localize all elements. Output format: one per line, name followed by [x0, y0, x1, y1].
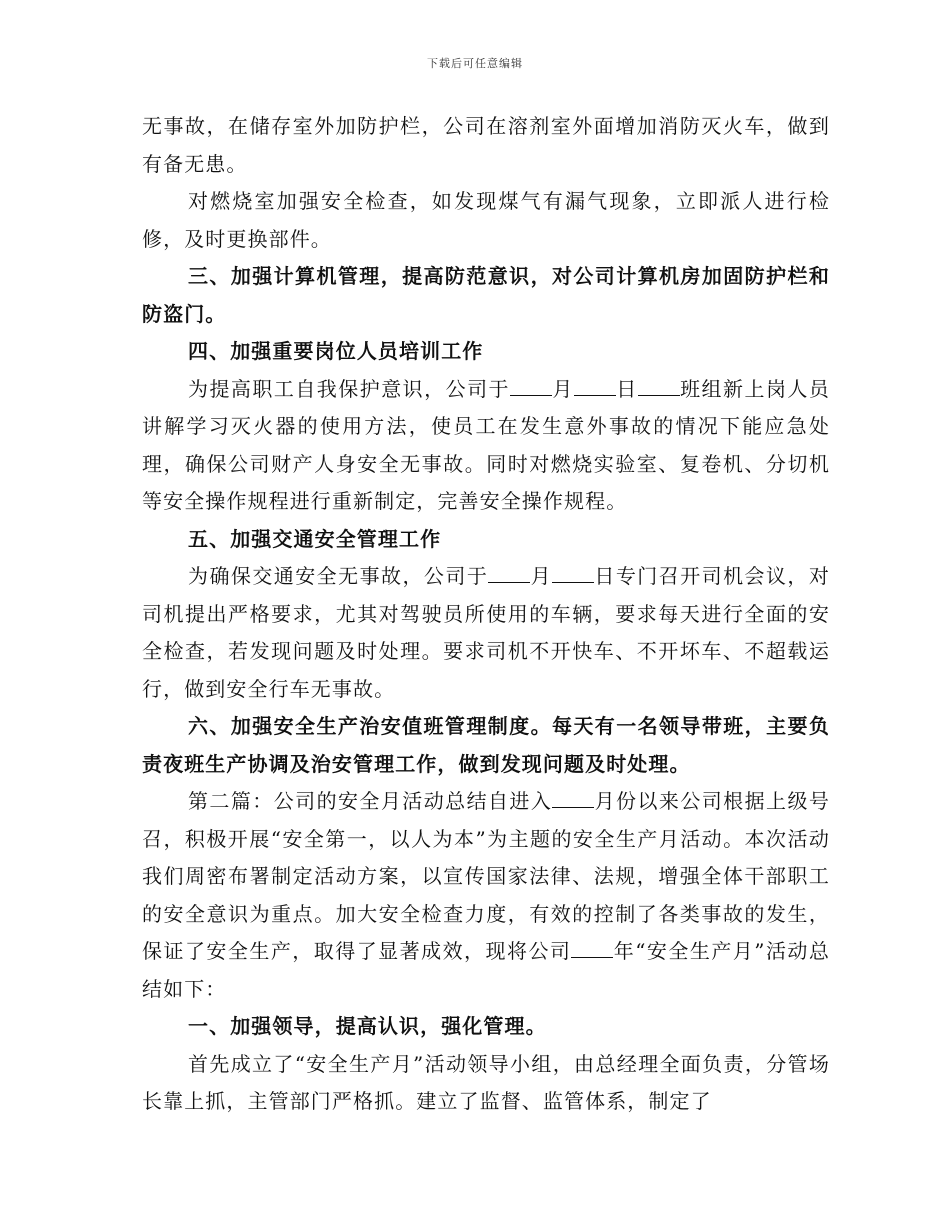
- text-segment: 月份以来公司根据上级号召，积极开展“安全第一，以人为本”为主题的安全生产月活动。本次活动我们周密布署制定活动方案，以宣传国家法律、法规，增强全体干部职工的安全意识为重点。加大安全检查力度，有效的控制了各类事故的发生，保证了安全生产，取得了显著成效，现将公司: [142, 789, 830, 963]
- document-body: [142, 108, 830, 1121]
- blank-underline: [574, 377, 616, 396]
- paragraph-staff-training: [142, 371, 830, 521]
- paragraph-leadership: 首先成立了“安全生产月”活动领导小组，由总经理全面负责，分管场长靠上抓，主管部门严格抓。建立了监督、监管体系，制定了: [142, 1051, 830, 1113]
- paragraph-fire-safety: 无事故，在储存室外加防护栏，公司在溶剂室外面增加消防灭火车，做到有备无患。: [142, 114, 830, 176]
- blank-underline: [552, 789, 594, 808]
- blank-underline: [488, 564, 530, 583]
- text-segment: 年“安全生产月”活动总结如下：: [142, 939, 830, 1001]
- page-header: 下载后可任意编辑: [427, 57, 523, 70]
- blank-underline: [552, 564, 594, 583]
- paragraph-traffic-safety: [142, 558, 830, 708]
- text-segment: 日: [615, 376, 638, 401]
- text-segment: 班组新上岗人员讲解学习灭火器的使用方法，使员工在发生意外事故的情况下能应急处理，确保公司财产人身安全无事故。同时对燃烧实验室、复卷机、分切机等安全操作规程进行重新制定，完善安全操作规程。: [142, 376, 830, 513]
- heading-duty-system: 六、加强安全生产治安值班管理制度。每天有一名领导带班，主要负责夜班生产协调及治安管理工作，做到发现问题及时处理。: [142, 714, 830, 776]
- text-segment: 月: [552, 376, 574, 401]
- blank-underline: [510, 377, 552, 396]
- text-segment: 日专门召开司机会议，对司机提出严格要求，尤其对驾驶员所使用的车辆，要求每天进行全面的安全检查，若发现问题及时处理。要求司机不开快车、不开坏车、不超载运行，做到安全行车无事故。: [142, 564, 830, 701]
- heading-computer-management: 三、加强计算机管理，提高防范意识，对公司计算机房加固防护栏和防盗门。: [142, 264, 830, 326]
- text-segment: 月: [530, 564, 553, 588]
- heading-leadership: 一、加强领导，提高认识，强化管理。: [188, 1014, 547, 1038]
- heading-staff-training: 四、加强重要岗位人员培训工作: [188, 339, 484, 363]
- text-segment: 第二篇：公司的安全月活动总结自进入: [188, 789, 553, 813]
- text-segment: 为提高职工自我保护意识，公司于: [188, 376, 511, 401]
- blank-underline: [638, 377, 680, 396]
- paragraph-second-article: [142, 783, 830, 1008]
- heading-traffic-safety: 五、加强交通安全管理工作: [188, 526, 442, 551]
- text-segment: 为确保交通安全无事故，公司于: [188, 564, 489, 588]
- paragraph-combustion-room: 对燃烧室加强安全检查，如发现煤气有漏气现象，立即派人进行检修，及时更换部件。: [142, 189, 830, 251]
- blank-underline: [571, 939, 613, 958]
